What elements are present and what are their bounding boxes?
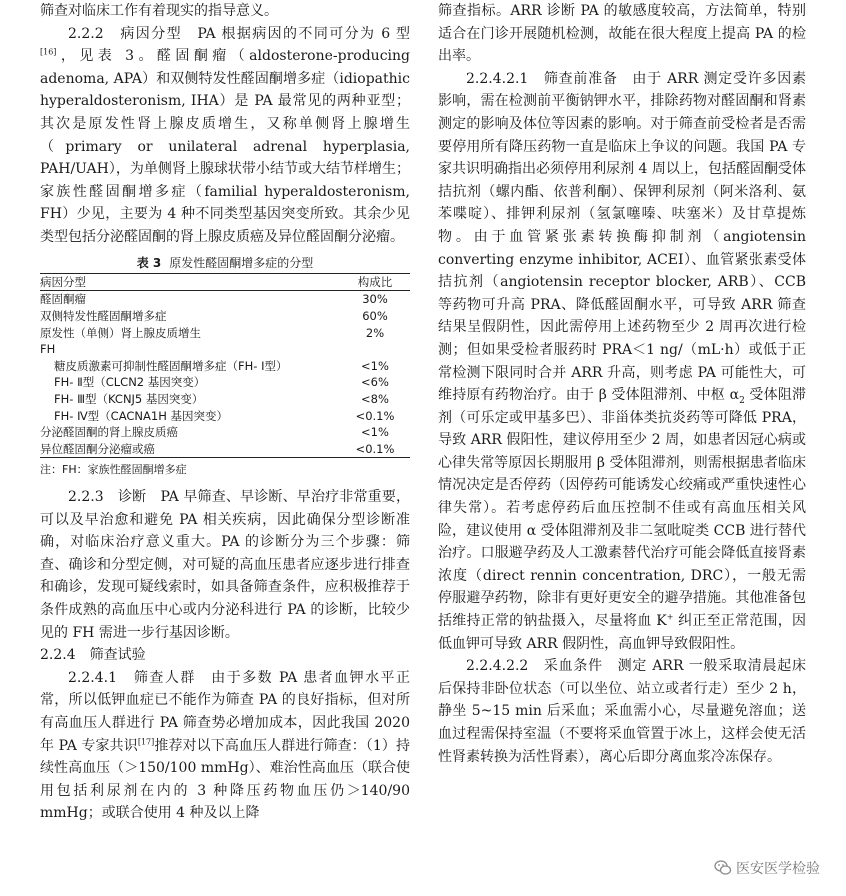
table-label: 表 3 xyxy=(136,255,162,270)
table-row xyxy=(40,440,410,457)
cause-cell: FH xyxy=(40,342,56,357)
pre-screening-preparation-paragraph xyxy=(438,68,806,655)
prep-text-c: 纠正至正常范围，因低血钾可导致 ARR 假阴性，高血钾导致假阳性。 xyxy=(438,613,806,652)
cause-cell: 分泌醛固酮的肾上腺皮质癌 xyxy=(40,425,178,440)
ratio-cell: <1% xyxy=(361,358,389,373)
table-row xyxy=(40,391,410,408)
prep-text-b: 受体阻滞剂（可乐定或甲基多巴）、非甾体类抗炎药等可降低 PRA，导致 ARR 假阳性，建议停用至少 2 周，如患者因冠心病或心律失常等原因长期服用 β 受体阻滞剂，则需根据患者临床情况决定是否停药（因停药可能诱发心绞痛或严重快速性心律失常）。若考虑停药后血压控制不佳或有高血压相关风险，建议使用 α 受体阻滞剂及非二氢吡啶类 CCB 进行替代治疗。口服避孕药及人工激素替代治疗可能会降低直接肾素浓度（direct rennin concentration, DRC），一般无需停服避孕药物，除非有更好更安全的避孕措施。其他准备包括维持正常的钠盐摄入，尽量将血 K xyxy=(438,387,807,630)
cause-cell: FH- Ⅲ型（KCNJ5 基因突变） xyxy=(54,391,204,406)
cause-cell: FH- Ⅱ型（CLCN2 基因突变） xyxy=(54,375,206,390)
cause-cell: 双侧特发性醛固酮增多症 xyxy=(40,309,167,324)
table-row xyxy=(40,341,410,358)
potassium-superscript: + xyxy=(666,612,674,622)
table-header-row xyxy=(40,273,410,291)
section-2-2-2 xyxy=(40,0,410,249)
right-column xyxy=(438,0,806,768)
table-row xyxy=(40,374,410,391)
table-caption xyxy=(40,253,410,273)
wechat-icon xyxy=(714,859,732,877)
watermark xyxy=(714,858,820,878)
cause-cell: FH- Ⅳ型（CACNA1H 基因突变） xyxy=(54,408,228,423)
watermark-text: 医安医学检验 xyxy=(736,861,820,877)
cause-cell: 糖皮质激素可抑制性醛固酮增多症（FH- Ⅰ型） xyxy=(54,358,288,373)
ratio-cell xyxy=(340,341,410,358)
screening-population-text-b: 推荐对以下高血压人群进行筛查：（1）持续性高血压（＞150/100 mmHg）、难治性高血压（联合使用包括利尿剂在内的 3 种降压药物血压仍＞140/90 mmHg；或联合使用 4 种及以上降 xyxy=(40,737,410,822)
cause-cell: 醛固酮瘤 xyxy=(40,292,86,307)
table-row xyxy=(40,424,410,441)
right-paragraphs xyxy=(438,0,806,768)
classification-table xyxy=(40,273,410,459)
table-row xyxy=(40,407,410,424)
table-note: 注：FH：家族性醛固酮增多症 xyxy=(40,463,187,477)
prep-text-a: 2.2.4.2.1 筛查前准备 由于 ARR 测定受许多因素影响，需在检测前平衡钠钾水平，排除药物对醛固酮和肾素测定的影响及体位等因素的影响。对于筛查前受检者是否需要停用所有降压药物一直是临床上争议的问题。我国 PA 专家共识明确指出必须停用利尿剂 4 周以上，包括醛固酮受体拮抗剂（螺内酯、依普利酮）、保钾利尿剂（阿米洛利、氨苯喋啶）、排钾利尿剂（氢氯噻嗪、呋塞米）及甘草提炼物。由于血管紧张素转换酶抑制剂（angiotensin converting enzyme inhibitor, ACEI）、血管紧张素受体拮抗剂（angiotensin receptor blocker, ARB）、CCB 等药物可升高 PRA、降低醛固酮水平，可导致 ARR 筛查结果呈假阴性，因此需停用上述药物至少 2 周再次进行检测；但如果受检者服药时 PRA＜1 ng/（mL·h）或低于正常检测下限同时合并 ARR 升高，则考虑 PA 可能性大，可维持原有药物治疗。由于 β 受体阻滞剂、中枢 α xyxy=(438,70,806,404)
alpha-subscript: 2 xyxy=(739,395,745,406)
left-column xyxy=(40,0,410,825)
cause-cell: 异位醛固酮分泌瘤或癌 xyxy=(40,441,155,456)
arr-summary-text: 筛查指标。ARR 诊断 PA 的敏感度较高，方法简单，特别适合在门诊开展随机检测，故能在很大程度上提高 PA 的检出率。 xyxy=(438,3,806,65)
header-ratio: 构成比 xyxy=(357,274,393,289)
section-2-2-3 xyxy=(40,486,410,825)
screening-population-text-a: 2.2.4.1 筛查人群 由于多数 PA 患者血钾水平正常，所以低钾血症已不能作为筛查 PA 的良好指标，但对所有高血压人群进行 PA 筛查势必增加成本，因此我国 2020 年 PA 专家共识 xyxy=(40,669,410,754)
etiology-heading-text: 2.2.2 病因分型 PA 根据病因的不同可分为 6 型 xyxy=(68,25,410,42)
ratio-cell: <8% xyxy=(361,391,389,406)
table-row xyxy=(40,358,410,375)
diagnosis-paragraph: 2.2.3 诊断 PA 早筛查、早诊断、早治疗非常重要，可以及早治愈和避免 PA 相关疾病，因此确保分型诊断准确，对临床治疗意义重大。PA 的诊断分为三个步骤：筛查、确诊和分型定侧，对可疑的高血压患者应逐步进行排查和确诊，发现可疑线索时，如具备筛查条件，应积极推荐于条件成熟的高血压中心或内分泌科进行 PA 的诊断，比较少见的 FH 需进一步行基因诊断。 xyxy=(40,489,410,641)
sampling-conditions-paragraph: 2.2.4.2.2 采血条件 测定 ARR 一般采取清晨起床后保持非卧位状态（可以坐位、站立或者行走）至少 2 h，静坐 5~15 min 后采血；采血需小心，尽量避免溶血；送血过程需保持室温（不要将采血管置于冰上，这样会使无活性肾素转换为活性肾素），离心后即分离血浆冷冻保存。 xyxy=(438,658,806,765)
etiology-classification-paragraph xyxy=(40,23,410,249)
table-row xyxy=(40,324,410,341)
ratio-cell: <0.1% xyxy=(355,408,395,423)
intro-tail-text: 筛查对临床工作有着现实的指导意义。 xyxy=(40,3,278,19)
screening-test-heading: 2.2.4 筛查试验 xyxy=(40,647,146,664)
ratio-cell: 2% xyxy=(365,325,385,340)
ratio-cell: <6% xyxy=(361,375,389,390)
reference-16: [16] xyxy=(40,47,57,57)
table-row xyxy=(40,291,410,308)
ratio-cell: <1% xyxy=(361,425,389,440)
ratio-cell: <0.1% xyxy=(355,441,395,456)
ratio-cell: 30% xyxy=(362,292,388,307)
ratio-cell: 60% xyxy=(362,309,388,324)
screening-population-paragraph xyxy=(40,667,410,825)
table-3 xyxy=(40,253,410,481)
header-cause: 病因分型 xyxy=(40,274,86,289)
table-row xyxy=(40,308,410,325)
etiology-body-text: ，见表 3。醛固酮瘤（aldosterone-producing adenoma, APA）和双侧特发性醛固酮增多症（idiopathic hyperaldosteronism, IHA）是 PA 最常见的两种亚型；其次是原发性肾上腺皮质增生，又称单侧肾上腺增生（primary or unilateral adrenal hyperplasia, PAH/UAH），为单侧肾上腺球状带小结节或大结节样增生；家族性醛固酮增多症（familial hyperaldosteronism, FH）少见，主要为 4 种不同类型基因突变所致。其余少见类型包括分泌醛固酮的肾上腺皮质癌及异位醛固酮分泌瘤。 xyxy=(40,48,410,245)
cause-cell: 原发性（单侧）肾上腺皮质增生 xyxy=(40,325,201,340)
table-title: 原发性醛固酮增多症的分型 xyxy=(169,255,314,270)
reference-17: [17] xyxy=(137,736,155,746)
